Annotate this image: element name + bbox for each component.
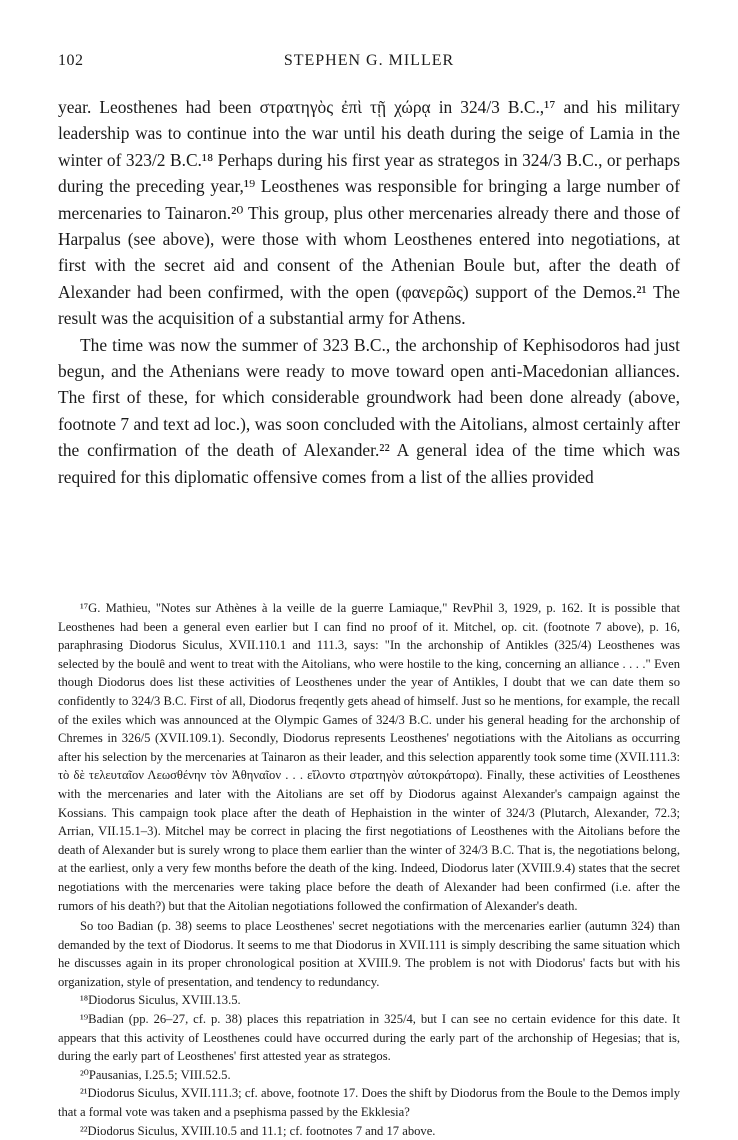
footnote-22: ²²Diodorus Siculus, XVIII.10.5 and 11.1; cf. footnotes 7 and 17 above.	[80, 1123, 436, 1138]
page-number: 102	[58, 52, 84, 69]
footnote-20: ²⁰Pausanias, I.25.5; VIII.52.5.	[80, 1067, 231, 1082]
footnote-17: ¹⁷G. Mathieu, "Notes sur Athènes à la veille de la guerre Lamiaque," RevPhil 3, 1929, p. 162. It is possible that Leosthenes had been a general even earlier but I can find no proof of it. Mitchel, op. cit. (footnote 7 above), p. 16, paraphrasing Diodorus Siculus, XVII.110.1 and 111.3, says: "In the archonship of Antikles (325/4) Leosthenes was selected by the boulê and went to treat with the Aitolians, who were hostile to the king, concerning an alliance . . . ." Even though Diodorus does list these activities of Leosthenes under the year of Antikles, I doubt that we can date them so confidently to 324/3 B.C. First of all, Diodorus freqently gets ahead of himself. Just so he mentions, for example, the recall of the exiles which was announced at the Olympic Games of 324/3 B.C. under his general heading for the archonship of Chremes in 326/5 (XVII.109.1). Secondly, Diodorus represents Leosthenes' negotiations with the Aitolians as occurring after his selection by the mercenaries at Tainaron as their leader, and this selection apparently took some time (XVII.111.3: τὸ δὲ τελευταῖον Λεωσθένην τὸν Ἀθηναῖον . . . εἵλοντο στρατηγὸν αὐτοκράτορα). Finally, these activities of Leosthenes with the mercenaries and later with the Aitolians are set off by Diodorus against Alexander's campaign against the Kossians. This campaign took place after the death of Hephaistion in the winter of 324/3 (Plutarch, Alexander, 72.3; Arrian, VII.15.1–3). Mitchel may be correct in placing the first negotiations of Leosthenes with the Aitolians before the death of Alexander but is surely wrong to place them earlier than the winter of 324/3 B.C. That is, the negotiations belong, at the earliest, only a very few months before the death of the king. Indeed, Diodorus later (XVIII.9.4) states that the secret negotiations with the mercenaries were taking place before the death of Alexander had been confirmed (i.e. after the rumors of his death?) but that the Aitolian negotiations followed the confirmation of Alexander's death.	[58, 601, 680, 913]
running-head: STEPHEN G. MILLER	[283, 52, 455, 69]
footnote-18: ¹⁸Diodorus Siculus, XVIII.13.5.	[80, 993, 241, 1008]
footnote-21: ²¹Diodorus Siculus, XVII.111.3; cf. above, footnote 17. Does the shift by Diodorus from the Boule to the Demos imply that a formal vote was taken and a psephisma passed by the Ekklesia?	[58, 1086, 680, 1120]
footnote-17-continued: So too Badian (p. 38) seems to place Leosthenes' secret negotiations with the mercenaries earlier (autumn 324) than demanded by the text of Diodorus. It seems to me that Diodorus in XVII.111 is simply describing the same situation which he discusses again in its proper chronological position at XVIII.9. The problem is not with Diodorus' facts but with his organization, style of presentation, and tendency to redundancy.	[58, 919, 680, 989]
page-header	[58, 52, 680, 74]
main-text	[58, 94, 680, 490]
footnotes	[58, 599, 680, 1140]
body-paragraph-1: year. Leosthenes had been στρατηγὸς ἐπὶ τῇ χώρᾳ in 324/3 B.C.,¹⁷ and his military leadership was to continue into the war until his death during the seige of Lamia in the winter of 323/2 B.C.¹⁸ Perhaps during his first year as strategos in 324/3 B.C., or perhaps during the preceding year,¹⁹ Leosthenes was responsible for bringing a large number of mercenaries to Tainaron.²⁰ This group, plus other mercenaries already there and those of Harpalus (see above), were those with whom Leosthenes entered into negotiations, at first with the secret aid and consent of the Athenian Boule but, after the death of Alexander had been confirmed, with the open (φανερῶς) support of the Demos.²¹ The result was the acquisition of a substantial army for Athens.	[58, 97, 680, 329]
footnote-19: ¹⁹Badian (pp. 26–27, cf. p. 38) places this repatriation in 325/4, but I can see no certain evidence for this date. It appears that this activity of Leosthenes could have occurred during the early part of the archonship of Hegesias; that is, during the early part of Leosthenes' first attested year as strategos.	[58, 1012, 680, 1064]
body-paragraph-2: The time was now the summer of 323 B.C., the archonship of Kephisodoros had just begun, and the Athenians were ready to move toward open anti-Macedonian alliances. The first of these, for which considerable groundwork had been done already (above, footnote 7 and text ad loc.), was soon concluded with the Aitolians, almost certainly after the confirmation of the death of Alexander.²² A general idea of the time which was required for this diplomatic offensive comes from a list of the allies provided	[58, 334, 680, 487]
